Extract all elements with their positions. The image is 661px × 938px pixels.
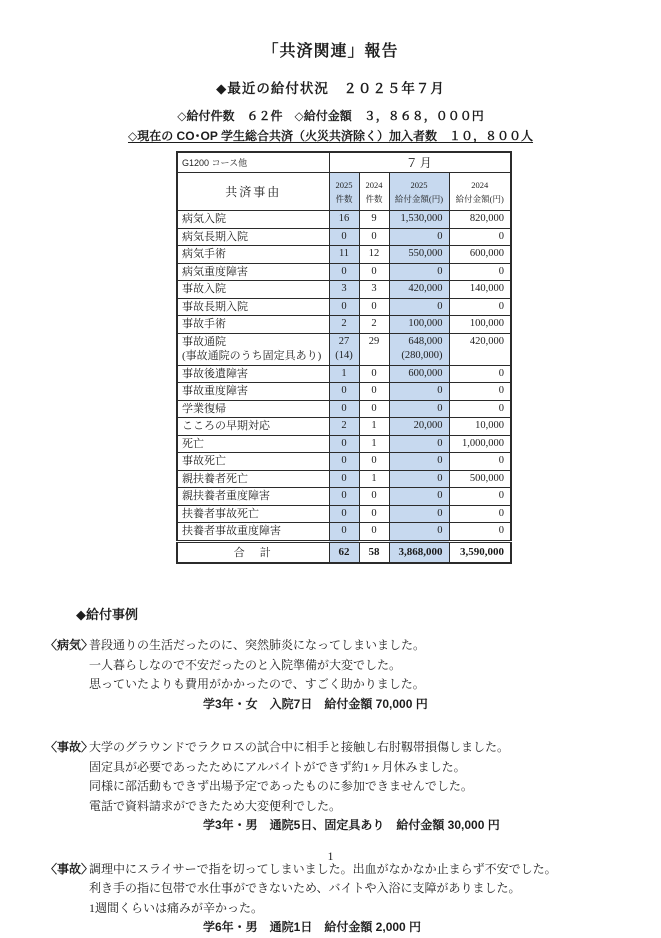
column-header-2025-amount <box>389 173 449 211</box>
column-header-label: 給付金額(円) <box>455 193 504 204</box>
table-cell: 0 <box>359 488 389 506</box>
section-title-examples: ◆給付事例 <box>76 607 138 622</box>
example-category-tag: 〈事故〉 <box>45 740 94 754</box>
table-cell: 病気入院 <box>177 211 329 229</box>
column-header-2025-count <box>329 173 359 211</box>
column-header-year: 2025 <box>335 179 353 190</box>
table-cell: 0 <box>389 228 449 246</box>
table-cell: 12 <box>359 246 389 264</box>
table-row <box>177 470 511 488</box>
table-cell: 500,000 <box>449 470 511 488</box>
table-cell: 0 <box>359 505 389 523</box>
table-cell: 0 <box>389 435 449 453</box>
table-cell: 親扶養者重度障害 <box>177 488 329 506</box>
table-cell: 0 <box>449 523 511 542</box>
table-cell: 2 <box>329 418 359 436</box>
table-cell: 0 <box>329 435 359 453</box>
column-header-2024-amount <box>449 173 511 211</box>
benefit-payments-table <box>176 151 512 564</box>
table-cell: 0 <box>449 298 511 316</box>
total-amount-2024: 3,590,000 <box>449 541 511 563</box>
table-cell: 0 <box>329 400 359 418</box>
table-row <box>177 453 511 471</box>
table-cell: 0 <box>389 263 449 281</box>
table-row <box>177 523 511 542</box>
table-row <box>177 228 511 246</box>
table-cell: 1,000,000 <box>449 435 511 453</box>
table-cell: 16 <box>329 211 359 229</box>
total-label: 合 計 <box>177 541 329 563</box>
table-cell: 0 <box>359 263 389 281</box>
benefit-example <box>45 636 661 714</box>
table-cell: 0 <box>359 400 389 418</box>
table-cell: 20,000 <box>389 418 449 436</box>
benefit-table-head <box>177 152 511 211</box>
table-row <box>177 488 511 506</box>
column-header-label: 給付金額(円) <box>394 193 444 204</box>
example-category-tag: 〈病気〉 <box>45 638 94 652</box>
table-cell: 0 <box>329 453 359 471</box>
table-header-row-columns <box>177 173 511 211</box>
table-cell: 3 <box>359 281 389 299</box>
table-cell: 600,000 <box>389 365 449 383</box>
table-cell: 0 <box>449 365 511 383</box>
table-cell: 2 <box>359 316 389 334</box>
table-row <box>177 298 511 316</box>
document-header <box>0 0 661 144</box>
table-header-row-month <box>177 152 511 173</box>
total-amount-2025: 3,868,000 <box>389 541 449 563</box>
example-category-tag: 〈事故〉 <box>45 861 94 876</box>
table-cell: 事故後遺障害 <box>177 365 329 383</box>
table-row <box>177 246 511 264</box>
table-cell: 0 <box>389 453 449 471</box>
table-cell: 0 <box>389 505 449 523</box>
table-cell: 0 <box>359 228 389 246</box>
table-cell: こころの早期対応 <box>177 418 329 436</box>
table-cell: 10,000 <box>449 418 511 436</box>
example-result: 学6年・男 通院1日 給付金額 2,000 円 <box>203 920 422 934</box>
table-cell: 820,000 <box>449 211 511 229</box>
page-number: 1 <box>327 849 334 863</box>
table-cell: 27 (14) <box>329 333 359 365</box>
table-cell: 1 <box>359 470 389 488</box>
table-cell: 0 <box>329 470 359 488</box>
table-cell: 420,000 <box>389 281 449 299</box>
table-cell: 事故通院 (事故通院のうち固定具あり) <box>177 333 329 365</box>
table-cell: 0 <box>359 523 389 542</box>
table-row <box>177 281 511 299</box>
table-cell: 0 <box>449 453 511 471</box>
example-result: 学3年・女 入院7日 給付金額 70,000 円 <box>203 696 428 711</box>
table-row <box>177 263 511 281</box>
column-header-2024-count <box>359 173 389 211</box>
table-cell: 0 <box>329 298 359 316</box>
table-cell: 0 <box>359 383 389 401</box>
column-header-reason: 共済事由 <box>177 173 329 211</box>
table-cell: 3 <box>329 281 359 299</box>
example-result: 学3年・男 通院5日、固定具あり 給付金額 30,000 円 <box>203 818 500 832</box>
benefit-example <box>45 860 661 938</box>
table-cell: 0 <box>359 365 389 383</box>
table-row <box>177 333 511 365</box>
table-cell: 親扶養者死亡 <box>177 470 329 488</box>
table-cell: 9 <box>359 211 389 229</box>
benefit-examples-section <box>0 604 661 938</box>
table-cell: 0 <box>389 488 449 506</box>
table-month-header: ７月 <box>329 152 511 173</box>
column-header-year: 2024 <box>365 179 383 190</box>
total-count-2025: 62 <box>329 541 359 563</box>
table-cell: 0 <box>449 505 511 523</box>
table-cell: 0 <box>329 488 359 506</box>
table-cell: 事故入院 <box>177 281 329 299</box>
table-cell: 扶養者事故重度障害 <box>177 523 329 542</box>
column-header-label: 件数 <box>335 193 353 204</box>
table-cell: 事故死亡 <box>177 453 329 471</box>
table-cell: 死亡 <box>177 435 329 453</box>
total-count-2024: 58 <box>359 541 389 563</box>
table-cell: 2 <box>329 316 359 334</box>
table-cell: 140,000 <box>449 281 511 299</box>
table-cell: 0 <box>389 470 449 488</box>
table-cell: 0 <box>329 505 359 523</box>
table-cell: 事故手術 <box>177 316 329 334</box>
table-cell: 0 <box>389 523 449 542</box>
table-cell: 0 <box>359 298 389 316</box>
table-cell: 事故重度障害 <box>177 383 329 401</box>
table-cell: 1,530,000 <box>389 211 449 229</box>
table-row <box>177 383 511 401</box>
membership-count-line: ◇現在の CO･OP 学生総合共済（火災共済除く）加入者数 １０，８００人 <box>127 129 534 143</box>
table-cell: 0 <box>329 228 359 246</box>
table-cell: 扶養者事故死亡 <box>177 505 329 523</box>
table-cell: 100,000 <box>449 316 511 334</box>
table-cell: 病気手術 <box>177 246 329 264</box>
table-cell: 1 <box>359 435 389 453</box>
table-total-row <box>177 541 511 563</box>
table-cell: 420,000 <box>449 333 511 365</box>
table-cell: 病気長期入院 <box>177 228 329 246</box>
table-cell: 648,000 (280,000) <box>389 333 449 365</box>
table-cell: 0 <box>329 263 359 281</box>
table-cell: 0 <box>329 383 359 401</box>
table-cell: 学業復帰 <box>177 400 329 418</box>
column-header-year: 2025 <box>410 179 428 190</box>
column-header-year: 2024 <box>471 179 489 190</box>
table-cell: 事故長期入院 <box>177 298 329 316</box>
examples-list <box>0 636 661 938</box>
benefit-table-body <box>177 211 511 542</box>
table-row <box>177 211 511 229</box>
table-cell: 0 <box>449 400 511 418</box>
table-row <box>177 400 511 418</box>
table-cell: 病気重度障害 <box>177 263 329 281</box>
table-cell: 0 <box>449 383 511 401</box>
table-cell: 600,000 <box>449 246 511 264</box>
table-cell: 0 <box>329 523 359 542</box>
table-cell: 1 <box>329 365 359 383</box>
example-text: 大学のグラウンドでラクロスの試合中に相手と接触し右肘靱帯損傷しました。 固定具が必要であったためにアルバイトができず約1ヶ月休みました。 同様に部活動もできず出場予定であったものに参加できませんでした。 電話で資料請求ができたため大変便利でした。 <box>89 740 510 813</box>
table-row <box>177 505 511 523</box>
benefit-stats-line: ◇給付件数 ６２件 ◇給付金額 ３，８６８，０００円 <box>177 109 484 123</box>
column-header-label: 件数 <box>365 193 383 204</box>
example-text: 普段通りの生活だったのに、突然肺炎になってしまいました。 一人暮らしなので不安だったのと入院準備が大変でした。 思っていたよりも費用がかかったので、すごく助かりました。 <box>89 638 426 691</box>
table-cell: 0 <box>449 263 511 281</box>
benefit-example <box>45 738 661 836</box>
table-cell: 0 <box>359 453 389 471</box>
example-text: 調理中にスライサーで指を切ってしまいました。出血がなかなか止まらず不安でした。 利き手の指に包帯で水仕事ができないため、バイトや入浴に支障がありました。 1週間くらいは痛みが辛かった。 <box>89 861 557 915</box>
table-cell: 11 <box>329 246 359 264</box>
table-cell: 100,000 <box>389 316 449 334</box>
table-cell: 1 <box>359 418 389 436</box>
section-title-recent-benefits: ◆最近の給付状況 ２０２５年７月 <box>216 81 445 96</box>
table-cell: 550,000 <box>389 246 449 264</box>
table-row <box>177 316 511 334</box>
table-cell: 0 <box>389 298 449 316</box>
table-cell: 29 <box>359 333 389 365</box>
page-title: 「共済関連」報告 <box>262 43 399 60</box>
table-cell: 0 <box>449 228 511 246</box>
table-corner-label: G1200 コース他 <box>177 152 329 173</box>
table-cell: 0 <box>389 400 449 418</box>
table-row <box>177 435 511 453</box>
table-cell: 0 <box>389 383 449 401</box>
table-row <box>177 365 511 383</box>
table-cell: 0 <box>449 488 511 506</box>
table-row <box>177 418 511 436</box>
